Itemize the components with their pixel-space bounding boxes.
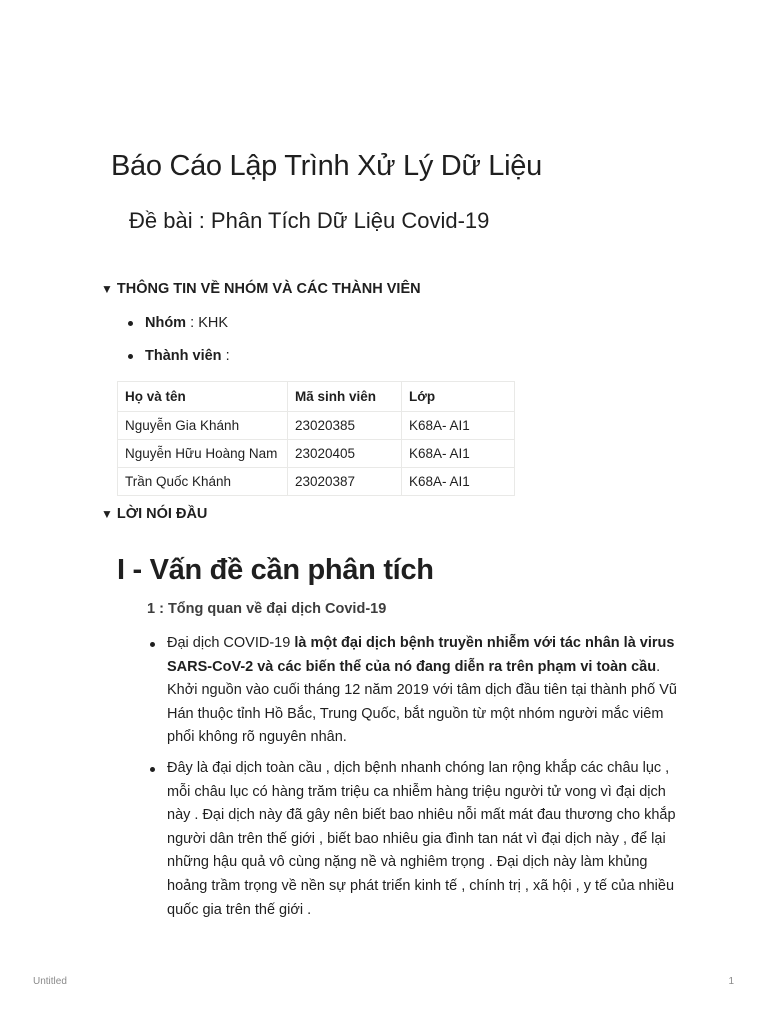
preface-toggle[interactable] bbox=[101, 506, 207, 522]
group-value: KHK bbox=[198, 315, 229, 331]
paragraph-text-start: Đại dịch COVID-19 bbox=[167, 635, 295, 651]
header-student-id: Mã sinh viên bbox=[288, 382, 402, 412]
table-row bbox=[118, 412, 515, 440]
cell-class: K68A- AI1 bbox=[402, 468, 515, 496]
page-title: Báo Cáo Lập Trình Xử Lý Dữ Liệu bbox=[111, 150, 542, 182]
list-item bbox=[150, 632, 680, 750]
team-info-toggle[interactable] bbox=[101, 281, 421, 297]
group-label: Nhóm bbox=[145, 315, 187, 331]
members-separator: : bbox=[221, 348, 230, 364]
list-item: Đây là đại dịch toàn cầu , dịch bệnh nhanh chóng lan rộng khắp các châu lục , mỗi châu lục có hàng trăm triệu ca nhiễm hàng triệu người tử vong vì đại dịch này . Đại dịch này đã gây nên biết bao nhiêu nỗi mất mát đau thương cho khắp người dân trên thế giới , biết bao nhiêu gia đình tan nát vì đại dịch này , để lại những hậu quả vô cùng nặng nề và nghiêm trọng . Đại dịch này làm khủng hoảng trầm trọng về nền sự phát triển kinh tế , chính trị , xã hội , y tế của nhiều quốc gia trên thế giới . bbox=[150, 757, 680, 922]
cell-class: K68A- AI1 bbox=[402, 440, 515, 468]
table-row bbox=[118, 440, 515, 468]
group-separator: : bbox=[186, 315, 199, 331]
cell-name: Nguyễn Gia Khánh bbox=[118, 412, 288, 440]
cell-student-id: 23020387 bbox=[288, 468, 402, 496]
toggle-triangle-icon: ▼ bbox=[101, 282, 113, 296]
cell-class: K68A- AI1 bbox=[402, 412, 515, 440]
team-info-heading: THÔNG TIN VỀ NHÓM VÀ CÁC THÀNH VIÊN bbox=[116, 281, 421, 297]
table-row bbox=[118, 468, 515, 496]
table-header-row bbox=[118, 382, 515, 412]
preface-heading: LỜI NÓI ĐẦU bbox=[116, 506, 208, 522]
section-heading: I - Vấn đề cần phân tích bbox=[117, 554, 434, 586]
cell-student-id: 23020385 bbox=[288, 412, 402, 440]
team-info-list bbox=[128, 312, 230, 378]
sub-heading: 1 : Tổng quan về đại dịch Covid-19 bbox=[147, 601, 387, 617]
list-item-group bbox=[128, 312, 230, 345]
members-label: Thành viên bbox=[145, 348, 222, 364]
cell-student-id: 23020405 bbox=[288, 440, 402, 468]
paragraph-bold-text: là một đại dịch bệnh truyền nhiễm với tác nhân là virus SARS-CoV-2 và các biến thể của nó đang diễn ra trên phạm vi toàn cầu bbox=[167, 635, 675, 675]
overview-list bbox=[150, 632, 680, 929]
footer-title: Untitled bbox=[33, 976, 67, 987]
page-subtitle: Đề bài : Phân Tích Dữ Liệu Covid-19 bbox=[129, 208, 490, 233]
page-number: 1 bbox=[728, 976, 734, 987]
cell-name: Trần Quốc Khánh bbox=[118, 468, 288, 496]
list-item-members bbox=[128, 345, 230, 378]
toggle-triangle-icon: ▼ bbox=[101, 507, 113, 521]
header-class: Lớp bbox=[402, 382, 515, 412]
cell-name: Nguyễn Hữu Hoàng Nam bbox=[118, 440, 288, 468]
members-table bbox=[117, 381, 515, 496]
paragraph-text-end: . Khởi nguồn vào cuối tháng 12 năm 2019 với tâm dịch đầu tiên tại thành phố Vũ Hán thuộc tỉnh Hồ Bắc, Trung Quốc, bắt nguồn từ một nhóm người mắc viêm phổi không rõ nguyên nhân. bbox=[167, 658, 677, 746]
header-name: Họ và tên bbox=[118, 382, 288, 412]
